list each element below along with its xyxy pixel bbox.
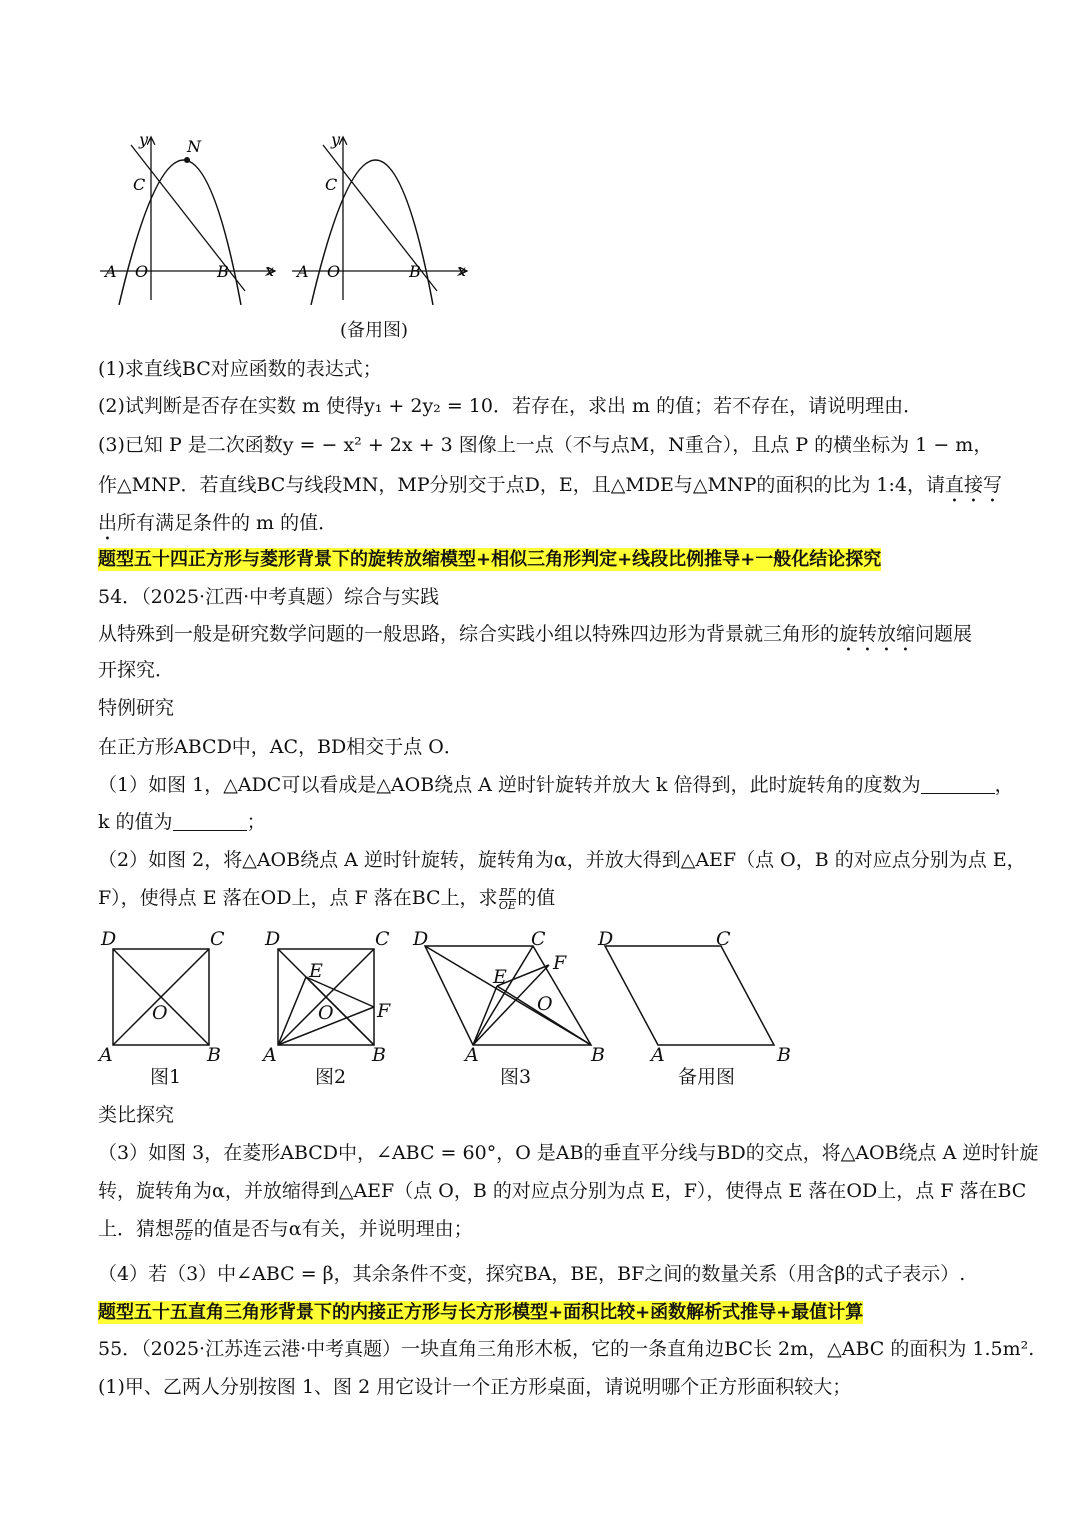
fig2-label-O: O [318, 1002, 334, 1024]
q54-part2-text: F），使得点 E 落在OD上，点 F 落在BC上，求 [98, 887, 498, 909]
g1-label-x: x [265, 261, 275, 280]
g1-label-N: N [187, 137, 201, 156]
q54-subheading-analogy: 类比探究 [98, 1104, 175, 1126]
g2-label-O: O [327, 262, 341, 281]
fig2-label-F: F [377, 1000, 391, 1022]
q54-intro-text-b: 问题展 [915, 623, 973, 645]
q54-part1-line2 [98, 809, 988, 835]
backup-label-C: C [716, 928, 731, 950]
backup-label-A: A [651, 1044, 665, 1066]
geometry-figures [95, 925, 815, 1095]
q54-intro-emphasis: 旋转放缩 [839, 623, 916, 645]
fig3-label-F: F [553, 952, 567, 974]
fig1-label-C: C [210, 928, 225, 950]
g1-label-O: O [135, 262, 149, 281]
q54-part2-end: 的值 [517, 887, 556, 909]
q54-setup: 在正方形ABCD中，AC，BD相交于点 O． [98, 736, 463, 758]
fig2-label-B: B [372, 1044, 386, 1066]
section-heading-54 [98, 546, 988, 573]
q54-part2-line1: （2）如图 2，将△AOB绕点 A 逆时针旋转，旋转角为α，并放大得到△AEF（点 O，B 的对应点分别为点 E， [98, 849, 1026, 871]
g2-label-B: B [409, 262, 421, 281]
parabola-graph-2 [287, 125, 477, 305]
fig2-caption: 图2 [315, 1066, 347, 1088]
q53-part2: (2)试判断是否存在实数 m 使得y₁ + 2y₂ = 10．若存在，求出 m 的值；若不存在，请说明理由． [98, 395, 923, 417]
fig3-label-B: B [591, 1044, 605, 1066]
fig1-caption: 图1 [150, 1066, 182, 1088]
q54-part1-text: （1）如图 1，△ADC可以看成是△AOB绕点 A 逆时针旋转并放大 k 倍得到，此时旋转角的度数为 [98, 774, 921, 796]
g2-label-C: C [325, 175, 338, 194]
q54-part3-text: 上．猜想 [98, 1218, 175, 1240]
q54-part2-line2 [98, 885, 988, 912]
fig2-label-C: C [375, 928, 390, 950]
q54-part1-k-text: k 的值为 [98, 811, 173, 833]
fig1-label-A: A [99, 1044, 113, 1066]
fig2-label-E: E [309, 960, 323, 982]
q55-line1: 55．（2025·江苏连云港·中考真题）一块直角三角形木板，它的一条直角边BC长 2m，△ABC 的面积为 1.5m². [98, 1338, 1035, 1360]
answer-blank-angle[interactable] [921, 775, 995, 794]
q54-subheading-special: 特例研究 [98, 697, 175, 719]
heading-54-text: 题型五十四正方形与菱形背景下的旋转放缩模型+相似三角形判定+线段比例推导+一般化结论探究 [98, 549, 882, 570]
fig1-label-D: D [101, 928, 117, 950]
q53-part3-line2-text: 作△MNP．若直线BC与线段MN，MP分别交于点D，E，且△MDE与△MNP的面积的比为 1:4，请 [98, 474, 946, 496]
g1-label-y: y [139, 130, 149, 149]
fig3-label-A: A [465, 1044, 479, 1066]
fraction-bf-oe-2: $\frac{BF}{OE}$ [175, 1216, 193, 1243]
q54-part1-end: ， [994, 774, 1014, 796]
q55-line2: (1)甲、乙两人分别按图 1、图 2 用它设计一个正方形桌面，请说明哪个正方形面积较大； [98, 1376, 852, 1398]
fig1-label-O: O [152, 1002, 168, 1024]
fig3-caption: 图3 [500, 1066, 532, 1088]
q53-part3-line3 [98, 510, 988, 545]
fig2-label-A: A [263, 1044, 277, 1066]
fig3-label-C: C [531, 928, 546, 950]
q53-emphasis-text: 直接写 [945, 474, 1003, 496]
answer-blank-k[interactable] [173, 812, 247, 831]
q53-emphasis-text-2: 出 [98, 512, 118, 534]
g2-label-x: x [457, 261, 467, 280]
q53-part1: (1)求直线BC对应函数的表达式； [98, 358, 382, 380]
backup-caption: 备用图 [678, 1066, 736, 1088]
g1-label-A: A [105, 262, 117, 281]
fig3-label-E: E [493, 966, 507, 988]
q53-part3-line2 [98, 472, 1003, 507]
q54-part3-line2: 转，旋转角为α，并放缩得到△AEF（点 O，B 的对应点分别为点 E，F），使得点 E 落在OD上，点 F 落在BC [98, 1180, 1027, 1202]
fraction-bf-oe: $\frac{BF}{OE}$ [498, 885, 516, 912]
q54-intro-line1 [98, 621, 988, 656]
q54-part3-end: 的值是否与α有关，并说明理由； [193, 1218, 473, 1240]
q54-part1-line1 [98, 772, 1014, 798]
g2-label-A: A [297, 262, 309, 281]
graph-caption: (备用图) [340, 320, 409, 341]
q53-part3-line1: (3)已知 P 是二次函数y = − x² + 2x + 3 图像上一点（不与点M，N重合），且点 P 的横坐标为 1 − m， [98, 434, 993, 456]
fig1-label-B: B [207, 1044, 221, 1066]
q54-part3-line3 [98, 1216, 988, 1243]
section-heading-55 [98, 1299, 988, 1326]
fig3-label-D: D [413, 928, 429, 950]
fig3-label-O: O [537, 993, 553, 1015]
backup-label-D: D [598, 928, 614, 950]
q54-intro-text-a: 从特殊到一般是研究数学问题的一般思路，综合实践小组以特殊四边形为背景就三角形的 [98, 623, 840, 645]
q54-part4: （4）若（3）中∠ABC = β，其余条件不变，探究BA，BE，BF之间的数量关系（用含β的式子表示）. [98, 1263, 966, 1285]
q54-intro-line2: 开探究． [98, 659, 175, 681]
parabola-graph-1 [95, 125, 285, 305]
g1-label-B: B [217, 262, 229, 281]
q54-part3-line1: （3）如图 3，在菱形ABCD中，∠ABC = 60°，O 是AB的垂直平分线与BD的交点，将△AOB绕点 A 逆时针旋 [98, 1142, 1039, 1164]
q54-source: 54．（2025·江西·中考真题）综合与实践 [98, 586, 440, 608]
q54-part1-k-end: ； [246, 811, 266, 833]
fig2-label-D: D [265, 928, 281, 950]
g2-label-y: y [331, 130, 341, 149]
q53-part3-line3-text: 所有满足条件的 m 的值． [117, 512, 338, 534]
g1-label-C: C [133, 175, 146, 194]
backup-label-B: B [777, 1044, 791, 1066]
heading-55-text: 题型五十五直角三角形背景下的内接正方形与长方形模型+面积比较+函数解析式推导+最值计算 [98, 1302, 864, 1323]
